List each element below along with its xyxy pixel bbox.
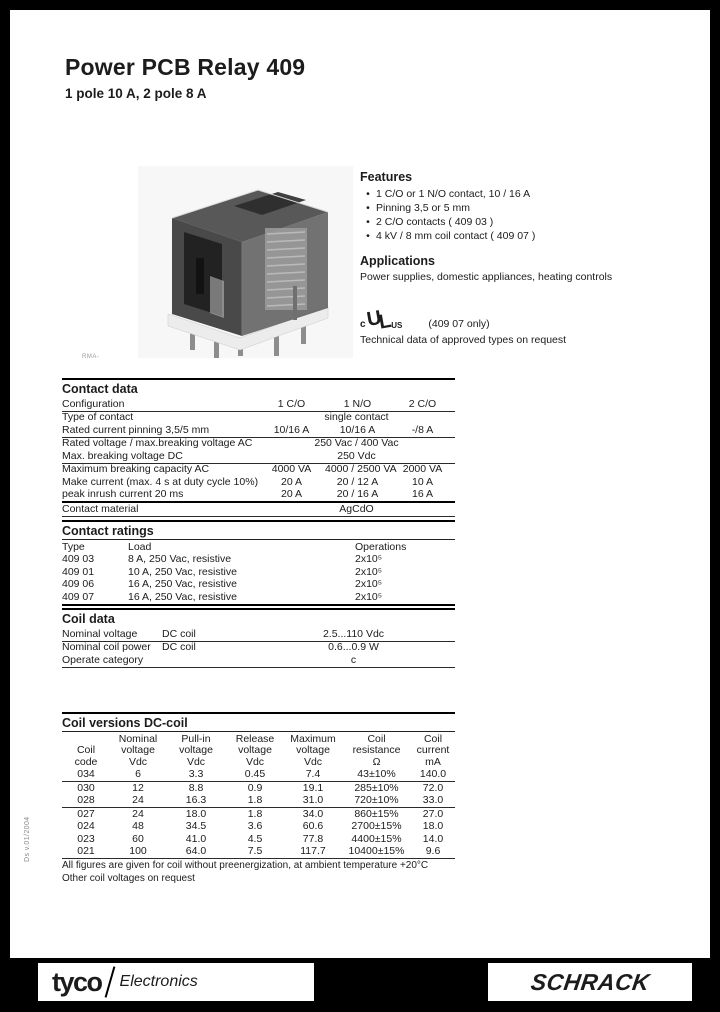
table-row (62, 450, 455, 463)
cell: 2 C/O (390, 398, 455, 411)
cell: 1 C/O (258, 398, 325, 411)
relay-product-photo (138, 166, 353, 358)
table-row (62, 846, 455, 859)
cell: 10400±15% (342, 846, 411, 859)
table-row (62, 424, 455, 437)
row-label: Rated current pinning 3,5/5 mm (62, 424, 258, 437)
cell: 023 (77, 832, 95, 845)
column-header: Nominal voltage Vdc (118, 732, 158, 768)
feature-item (360, 229, 665, 243)
bullet-icon: • (366, 230, 370, 242)
cell: 2700±15% (351, 820, 402, 832)
cell: 2x10⁵ (355, 578, 383, 590)
cell: 117.7 (284, 846, 342, 859)
cell: 034 (62, 769, 110, 782)
cell: 41.0 (185, 832, 207, 845)
cell: 1.8 (247, 807, 263, 820)
contact-data-table (62, 398, 455, 517)
row-label: peak inrush current 20 ms (62, 489, 258, 503)
cell: DC coil (162, 641, 196, 653)
cell: 34.5 (185, 820, 207, 832)
ul-mark-c: c (360, 319, 366, 330)
cell: 60 (132, 832, 144, 845)
cell: 9.6 (411, 846, 455, 859)
cell: 77.8 (302, 832, 324, 845)
contact-ratings-heading: Contact ratings (62, 520, 455, 540)
cell: 1.8 (226, 795, 284, 808)
table-header-row (62, 541, 455, 554)
cell: 60.6 (302, 820, 324, 832)
row-label: Configuration (62, 398, 258, 411)
ul-mark-us: US (391, 321, 403, 330)
cell: 021 (62, 846, 110, 859)
cell: 16 A, 250 Vac, resistive (128, 578, 237, 590)
cell: 72.0 (422, 781, 444, 794)
table-header-row (62, 733, 455, 769)
cell: 16 A (390, 489, 455, 503)
cell: 24 (110, 795, 166, 808)
column-header: Coil resistance Ω (352, 732, 401, 768)
cell: 24 (132, 807, 144, 820)
cell: 33.0 (411, 795, 455, 808)
table-row (62, 591, 455, 605)
table-row (62, 782, 455, 795)
applications-text: Power supplies, domestic appliances, heating controls (360, 271, 613, 283)
electronics-wordmark: Electronics (119, 973, 198, 990)
column-header: Coil current mA (416, 732, 450, 768)
bullet-icon: • (366, 188, 370, 200)
cell (162, 654, 252, 667)
cell: 16 A, 250 Vac, resistive (128, 591, 355, 605)
approval-request-note: Technical data of approved types on request (360, 334, 567, 346)
applications-heading: Applications (360, 254, 436, 268)
column-header: Type (62, 540, 85, 553)
cell: 100 (110, 846, 166, 859)
cell: 34.0 (302, 807, 324, 820)
coil-data-section (62, 608, 455, 668)
table-row (62, 808, 455, 821)
feature-item (360, 215, 665, 229)
cell: 10/16 A (325, 424, 390, 437)
row-label: Make current (max. 4 s at duty cycle 10%) (62, 475, 259, 488)
cell: 720±10% (342, 795, 411, 808)
cell: 4.5 (247, 832, 263, 845)
cell: 64.0 (166, 846, 226, 859)
feature-item (360, 187, 665, 201)
cell: 20 A (258, 489, 325, 503)
cell: 250 Vdc (258, 450, 455, 463)
cell: 0.9 (247, 781, 263, 794)
table-row (62, 502, 455, 516)
cell: 2.5...110 Vdc (252, 628, 455, 641)
cell: 4000 / 2500 VA (325, 463, 397, 475)
cell: 028 (62, 795, 110, 808)
document-revision-note: Ds v.01/2004 (24, 816, 31, 862)
cell: 4000 VA (271, 463, 312, 475)
bullet-icon: • (366, 216, 370, 228)
features-section (360, 170, 665, 243)
cell: 48 (132, 820, 144, 832)
cell: 31.0 (284, 795, 342, 808)
table-row (62, 769, 455, 782)
table-row (62, 566, 455, 579)
cell: 10 A, 250 Vac, resistive (128, 565, 237, 578)
table-row (62, 398, 455, 411)
cell: 409 06 (62, 578, 95, 590)
cell: 43±10% (342, 769, 411, 782)
cell: 285±10% (354, 781, 399, 794)
cell: 2x10⁵ (355, 553, 383, 565)
row-label: Maximum breaking capacity AC (62, 463, 210, 475)
row-label: Max. breaking voltage DC (62, 450, 258, 463)
table-row (62, 437, 455, 450)
cell: 18.0 (185, 807, 207, 820)
contact-data-heading: Contact data (62, 378, 455, 398)
feature-text: Pinning 3,5 or 5 mm (376, 202, 470, 214)
cell: 10 A (411, 475, 434, 488)
cell: 4400±15% (351, 832, 402, 845)
table-row (62, 476, 455, 489)
cell: 8.8 (188, 781, 204, 794)
cell: 140.0 (411, 769, 455, 782)
photo-caption: RMA- (82, 354, 100, 360)
cell: 409 07 (62, 591, 128, 605)
cell: 1 N/O (325, 398, 390, 411)
column-header: Pull-in voltage Vdc (179, 732, 213, 768)
column-header: Maximum voltage Vdc (290, 732, 336, 768)
coil-versions-heading: Coil versions DC-coil (62, 712, 455, 732)
coil-footnote: Other coil voltages on request (62, 873, 195, 884)
table-row (62, 579, 455, 592)
cell: single contact (324, 411, 389, 423)
cell: 409 01 (62, 565, 95, 578)
cell: 3.6 (247, 820, 263, 832)
cell: 250 Vac / 400 Vac (314, 437, 399, 449)
ul-note: (409 07 only) (428, 318, 490, 330)
page-subtitle: 1 pole 10 A, 2 pole 8 A (65, 86, 207, 101)
cell: 030 (77, 781, 95, 794)
row-label: Contact material (62, 502, 258, 516)
row-label: Rated voltage / max.breaking voltage AC (62, 437, 253, 449)
row-label: Operate category (62, 654, 162, 667)
contact-data-section (62, 378, 455, 517)
table-row (62, 628, 455, 641)
contact-ratings-section (62, 520, 455, 606)
cell: 8 A, 250 Vac, resistive (128, 553, 232, 565)
table-row (62, 833, 455, 846)
page-title: Power PCB Relay 409 (65, 54, 306, 80)
cell: AgCdO (258, 502, 455, 516)
feature-item (360, 201, 665, 215)
tyco-wordmark: tyco (52, 966, 102, 997)
column-header: Release voltage Vdc (235, 732, 275, 768)
cell: 16.3 (166, 795, 226, 808)
feature-text: 2 C/O contacts ( 409 03 ) (376, 216, 494, 228)
cell: 18.0 (422, 820, 444, 832)
coil-footnote: All figures are given for coil without preenergization, at ambient temperature +20°C (62, 860, 429, 871)
row-label: Nominal coil power (62, 641, 151, 653)
column-header: Load (128, 540, 152, 553)
cell: 27.0 (422, 807, 444, 820)
ul-listed-icon: UL (364, 307, 392, 334)
row-label: Type of contact (62, 411, 134, 423)
cell: 20 A (280, 475, 303, 488)
cell: 12 (132, 781, 144, 794)
cell: 409 03 (62, 553, 95, 565)
cell: 0.45 (226, 769, 284, 782)
bullet-icon: • (366, 202, 370, 214)
datasheet-page (10, 10, 710, 958)
applications-section (360, 254, 665, 284)
schrack-wordmark: SCHRACK (528, 968, 652, 995)
cell: c (252, 654, 455, 667)
column-header: Coil code (74, 744, 98, 768)
cell: 2000 VA (402, 463, 443, 475)
feature-text: 1 C/O or 1 N/O contact, 10 / 16 A (376, 188, 531, 200)
feature-text: 4 kV / 8 mm coil contact ( 409 07 ) (376, 230, 536, 242)
cell: DC coil (162, 628, 252, 641)
cell: 6 (110, 769, 166, 782)
table-row (62, 654, 455, 667)
column-header: Operations (355, 540, 407, 553)
row-label: Nominal voltage (62, 628, 162, 641)
cell: 10/16 A (258, 424, 325, 437)
tyco-electronics-logo (38, 963, 314, 1001)
relay-photo-illustration (138, 166, 353, 358)
coil-data-heading: Coil data (62, 608, 455, 628)
cell: 024 (77, 820, 95, 832)
schrack-logo (488, 963, 692, 1001)
table-row (62, 489, 455, 503)
cell: 7.5 (226, 846, 284, 859)
table-row (62, 641, 455, 654)
table-row (62, 821, 455, 834)
coil-data-table (62, 628, 455, 668)
cell: 20 / 12 A (336, 475, 379, 488)
features-heading: Features (360, 170, 413, 184)
coil-versions-table (62, 733, 455, 859)
coil-versions-section (62, 712, 455, 885)
cell: 20 / 16 A (325, 489, 390, 503)
logo-slash-divider (104, 966, 115, 997)
table-row (62, 554, 455, 567)
cell: 19.1 (302, 781, 324, 794)
cell: 7.4 (284, 769, 342, 782)
cell: 2x10⁵ (355, 591, 455, 605)
cell: 0.6...0.9 W (328, 641, 379, 653)
approvals-section (360, 308, 665, 346)
table-row (62, 463, 455, 476)
cell: 027 (77, 807, 95, 820)
table-row (62, 411, 455, 424)
cell: 3.3 (166, 769, 226, 782)
contact-ratings-table (62, 541, 455, 606)
cell: 14.0 (422, 832, 444, 845)
cell: -/8 A (390, 424, 455, 437)
cell: 860±15% (354, 807, 399, 820)
table-row (62, 795, 455, 808)
cell: 2x10⁵ (355, 565, 383, 578)
